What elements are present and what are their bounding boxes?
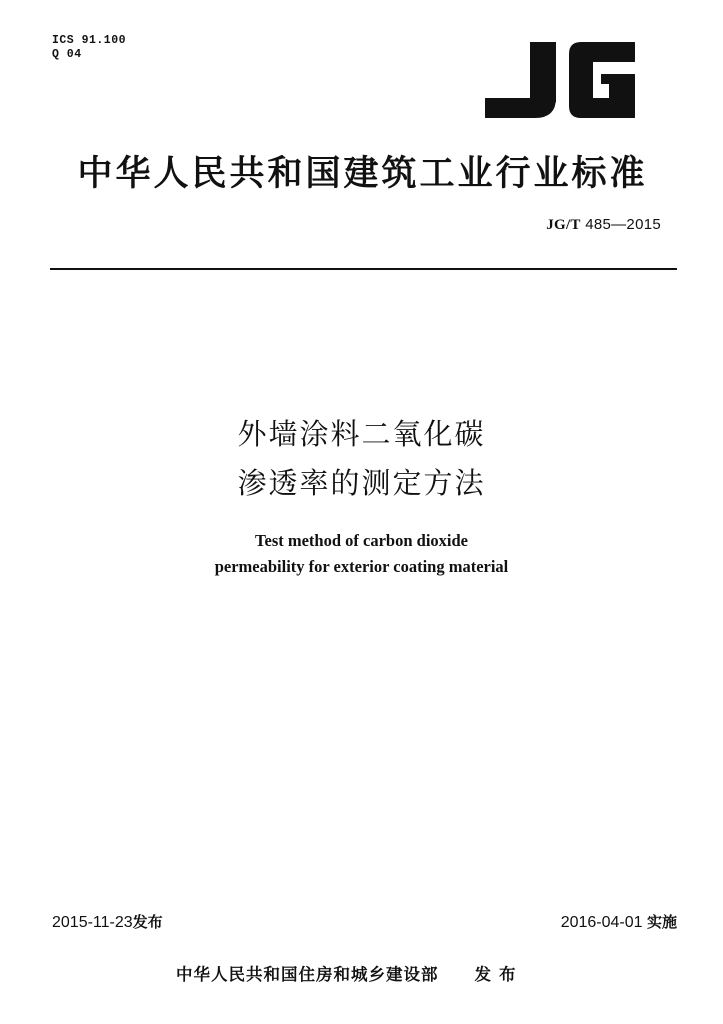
standard-number bbox=[546, 216, 661, 234]
implementation-date-label: 实施 bbox=[646, 913, 677, 931]
logo-letter-j bbox=[485, 42, 556, 118]
standard-number-prefix: JG/T bbox=[546, 217, 581, 233]
standard-number-value: 485—2015 bbox=[585, 216, 661, 233]
logo-letter-g bbox=[569, 42, 635, 118]
publisher-name: 中华人民共和国住房和城乡建设部 bbox=[176, 965, 439, 984]
issue-date-label: 发布 bbox=[132, 913, 163, 931]
jg-logo bbox=[485, 40, 635, 120]
issue-date-value: 2015-11-23 bbox=[52, 914, 133, 931]
ccs-code: Q 04 bbox=[52, 48, 82, 61]
header-divider bbox=[50, 268, 677, 270]
publisher-action: 发布 bbox=[474, 965, 524, 984]
title-en-line-1: Test method of carbon dioxide bbox=[255, 531, 468, 550]
implementation-date bbox=[561, 911, 677, 932]
ics-code: ICS 91.100 bbox=[52, 34, 127, 47]
issue-date bbox=[52, 911, 163, 932]
title-en-line-2: permeability for exterior coating material bbox=[214, 557, 509, 576]
publisher-line bbox=[176, 961, 524, 985]
title-cn-line-2: 渗透率的测定方法 bbox=[237, 466, 486, 500]
implementation-date-value: 2016-04-01 bbox=[560, 914, 643, 931]
title-cn-line-1: 外墙涂料二氧化碳 bbox=[237, 417, 486, 451]
organization-title: 中华人民共和国建筑工业行业标准 bbox=[77, 154, 648, 194]
